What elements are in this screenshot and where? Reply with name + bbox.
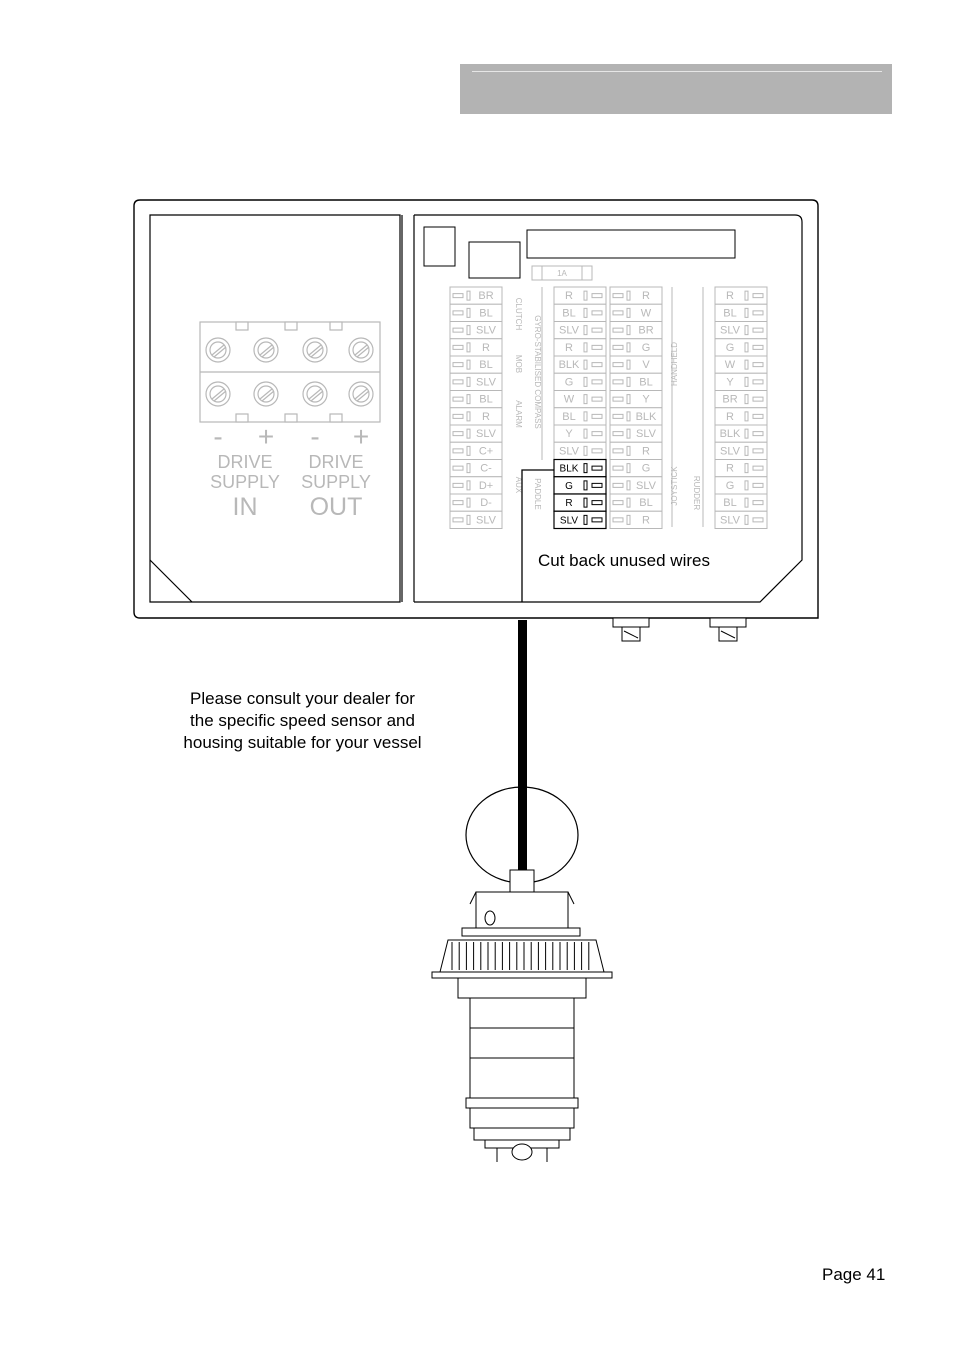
terminal-label: BR <box>722 393 738 406</box>
terminal-label: G <box>641 462 651 475</box>
terminal-label: G <box>564 376 574 389</box>
terminal-row <box>715 442 767 459</box>
terminal-label: BL <box>639 497 653 510</box>
terminal-label: W <box>724 359 736 372</box>
terminal-label: SLV <box>636 428 656 441</box>
terminal-row <box>610 304 662 321</box>
out-label-big: OUT <box>309 493 363 521</box>
terminal-row <box>554 477 606 494</box>
terminal-row <box>715 425 767 442</box>
terminal-row <box>610 477 662 494</box>
terminal-row <box>554 442 606 459</box>
terminal-row <box>715 339 767 356</box>
terminal-label: BLK <box>558 359 580 372</box>
terminal-label: R <box>565 341 573 354</box>
terminal-label: SLV <box>559 515 579 527</box>
terminal-row <box>610 356 662 373</box>
terminal-label: C+ <box>478 445 494 458</box>
terminal-row <box>610 408 662 425</box>
terminal-row <box>554 425 606 442</box>
terminal-row <box>450 287 502 304</box>
terminal-screw-icon <box>303 338 327 362</box>
terminal-label: R <box>726 462 734 475</box>
terminal-label: R <box>642 514 650 527</box>
terminal-label: BL <box>479 393 493 406</box>
group-paddle: PADDLE <box>533 478 542 510</box>
terminal-row <box>715 356 767 373</box>
group-compass: GYRO-STABILISED COMPASS <box>533 315 542 429</box>
terminal-screw-icon <box>254 338 278 362</box>
terminal-row <box>715 477 767 494</box>
cable-gland-left <box>613 618 649 641</box>
out-label-line2: SUPPLY <box>301 472 371 492</box>
terminal-label: SLV <box>476 514 496 527</box>
terminal-label: BL <box>562 307 576 320</box>
terminal-row <box>554 339 606 356</box>
terminal-row <box>554 373 606 390</box>
terminal-column <box>450 287 502 529</box>
terminal-label: C- <box>480 462 492 475</box>
terminal-label: SLV <box>720 445 740 458</box>
terminal-row <box>554 460 606 477</box>
terminal-label: D+ <box>478 479 494 492</box>
terminal-label: BL <box>479 359 493 372</box>
pcb-square <box>424 227 455 266</box>
left-compartment <box>150 215 400 602</box>
terminal-column <box>610 287 662 529</box>
terminal-row <box>450 511 502 528</box>
group-rudder: RUDDER <box>692 475 701 511</box>
terminal-label: BL <box>723 307 737 320</box>
terminal-label: BR <box>638 324 654 337</box>
terminal-label: G <box>725 341 735 354</box>
terminal-label: G <box>641 341 651 354</box>
terminal-label: BL <box>639 376 653 389</box>
terminal-label: SLV <box>720 514 740 527</box>
terminal-label: R <box>642 290 650 303</box>
terminal-row <box>450 442 502 459</box>
terminal-row <box>450 408 502 425</box>
terminal-label: R <box>565 290 573 303</box>
fuse-label: 1A <box>557 269 567 278</box>
group-alarm: ALARM <box>514 400 523 428</box>
terminal-label: SLV <box>476 428 496 441</box>
terminal-row <box>610 287 662 304</box>
terminal-screw-icon <box>349 382 373 406</box>
terminal-row <box>554 304 606 321</box>
group-aux: AUX <box>514 476 523 494</box>
group-joystick: JOYSTICK <box>670 466 679 506</box>
terminal-column <box>554 287 606 529</box>
terminal-label: SLV <box>476 324 496 337</box>
terminal-row <box>450 356 502 373</box>
terminal-label: BL <box>562 410 576 423</box>
cut-back-note: Cut back unused wires <box>538 551 710 570</box>
terminal-label: R <box>482 410 490 423</box>
terminal-row <box>450 460 502 477</box>
terminal-row <box>715 511 767 528</box>
sensor-cable <box>518 620 527 872</box>
group-handheld: HANDHELD <box>670 341 679 387</box>
terminal-row <box>715 373 767 390</box>
group-mob: MOB <box>514 354 523 374</box>
terminal-row <box>610 373 662 390</box>
in-label-big: IN <box>232 493 258 521</box>
terminal-row <box>610 391 662 408</box>
terminal-row <box>715 391 767 408</box>
terminal-row <box>610 442 662 459</box>
terminal-label: R <box>726 410 734 423</box>
dealer-note-line3: housing suitable for your vessel <box>183 733 422 752</box>
terminal-row <box>554 391 606 408</box>
terminal-row <box>554 287 606 304</box>
terminal-row <box>610 425 662 442</box>
supply-terminal-block <box>200 322 380 422</box>
terminal-label: SLV <box>636 479 656 492</box>
terminal-row <box>610 339 662 356</box>
terminal-row <box>715 287 767 304</box>
in-label-line1: DRIVE <box>217 452 273 472</box>
terminal-label: Y <box>642 393 650 406</box>
dealer-note-line1: Please consult your dealer for <box>190 689 415 708</box>
terminal-row <box>610 460 662 477</box>
terminal-label: R <box>726 290 734 303</box>
terminal-row <box>610 511 662 528</box>
terminal-row <box>450 373 502 390</box>
pcb-relay <box>469 242 520 278</box>
terminal-row <box>450 425 502 442</box>
terminal-screw-icon <box>303 382 327 406</box>
terminal-row <box>715 494 767 511</box>
out-label-line1: DRIVE <box>308 452 364 472</box>
terminal-label: Y <box>565 428 573 441</box>
terminal-label: D- <box>480 497 492 510</box>
terminal-row <box>715 304 767 321</box>
terminal-row <box>715 460 767 477</box>
out-minus-sign: - <box>310 421 320 452</box>
terminal-label: BLK <box>635 410 657 423</box>
terminal-row <box>715 408 767 425</box>
terminal-row <box>554 322 606 339</box>
terminal-label: R <box>482 341 490 354</box>
terminal-row <box>554 511 606 528</box>
terminal-label: BLK <box>559 463 579 475</box>
terminal-label: G <box>725 479 735 492</box>
terminal-row <box>554 356 606 373</box>
terminal-label: SLV <box>720 324 740 337</box>
terminal-row <box>450 304 502 321</box>
terminal-column <box>715 287 767 529</box>
terminal-label: Y <box>726 376 734 389</box>
terminal-row <box>715 322 767 339</box>
terminal-row <box>450 494 502 511</box>
terminal-label: SLV <box>559 324 579 337</box>
terminal-label: SLV <box>476 376 496 389</box>
terminal-screw-icon <box>206 338 230 362</box>
terminal-row <box>450 339 502 356</box>
terminal-screw-icon <box>254 382 278 406</box>
terminal-label: R <box>642 445 650 458</box>
terminal-row <box>450 322 502 339</box>
cable-gland-right <box>710 618 746 641</box>
terminal-row <box>450 391 502 408</box>
terminal-label: W <box>640 307 652 320</box>
terminal-label: BLK <box>719 428 741 441</box>
pcb-display-slot <box>527 230 735 258</box>
page-number: Page 41 <box>822 1265 886 1284</box>
in-plus-sign: + <box>257 421 275 452</box>
terminal-label: BL <box>479 307 493 320</box>
terminal-screw-icon <box>349 338 373 362</box>
terminal-label: G <box>565 480 573 492</box>
in-minus-sign: - <box>213 421 223 452</box>
terminal-label: W <box>563 393 575 406</box>
out-plus-sign: + <box>352 421 370 452</box>
in-label-line2: SUPPLY <box>210 472 280 492</box>
terminal-label: V <box>642 359 650 372</box>
dealer-note <box>160 688 445 754</box>
dealer-note-line2: the specific speed sensor and <box>190 711 415 730</box>
terminal-row <box>610 494 662 511</box>
terminal-label: SLV <box>559 445 579 458</box>
group-clutch: CLUTCH <box>514 297 523 331</box>
terminal-label: BR <box>478 290 494 303</box>
terminal-row <box>610 322 662 339</box>
terminal-row <box>450 477 502 494</box>
terminal-label: R <box>565 498 573 510</box>
terminal-label: BL <box>723 497 737 510</box>
terminal-screw-icon <box>206 382 230 406</box>
terminal-row <box>554 408 606 425</box>
terminal-row <box>554 494 606 511</box>
